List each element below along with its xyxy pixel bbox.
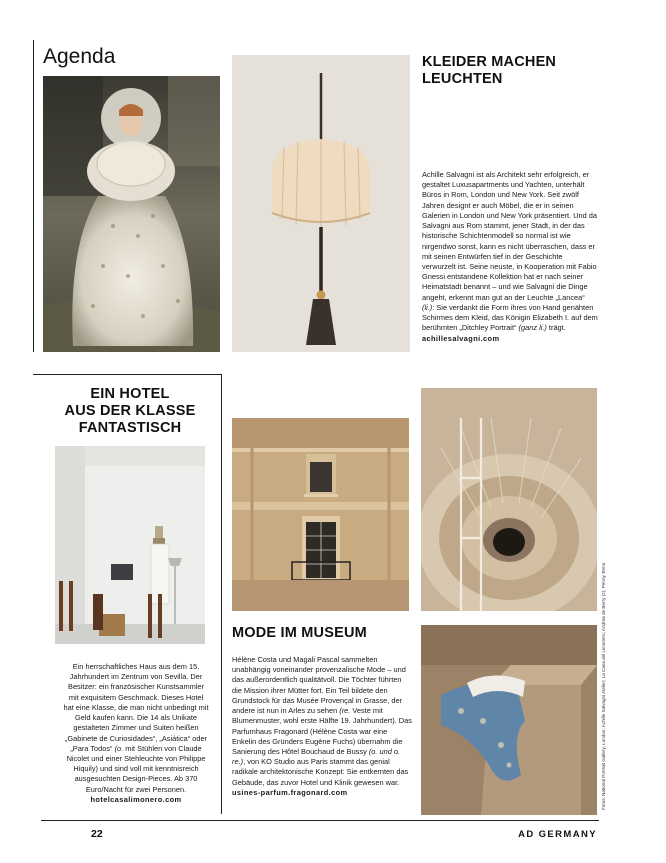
article1-ref: (li.): [422, 302, 433, 312]
article1-heading: [422, 54, 602, 88]
photo-credit-text: Fotos: National Portrait Gallery, London; Achille Salvagni Atelier; La Casa del Limonero; Andrea de Berry (2); Penny Temo: [601, 562, 606, 810]
middle-horizontal-rule: [33, 374, 222, 375]
ditchley-portrait-photo: [43, 76, 220, 352]
footer-rule: [41, 820, 599, 821]
article2-heading-line1: EIN HOTEL: [90, 386, 170, 402]
article2-text: Ein herrschaftliches Haus aus dem 15. Jahrhundert im Zentrum von Sevilla. Der Besitzer: ein französischer Kunstsammler mit exquisitem Geschmack. Dieses Hotel hat eine Klasse, die man nicht unbedingt mit Geld kaufen kann. Die 14 als Unikate gestalteten Zimmer und Suiten heißen „Gabinete de Curiosidades“, „Asiática“ oder „Para Todos“: [63, 662, 209, 753]
article3-text-cont: Veste mit Blumenmuster, wohl erste Hälfte 19. Jahrhundert). Das Parfumhaus Fragonard (Hélène Costa war eine Enkelin des Gründers Eugène Fuchs) übernahm die Sanierung des Hôtel Bouchaud de Bussy: [232, 706, 412, 756]
article3-body: [232, 655, 412, 798]
article3-text: Hélène Costa und Magali Pascal sammelten unabhängig voneinander provenzalische Mode – und das außerordentlich qualitätvoll. Die Töchter führten die Mission ihrer Mütter fort. Ein Teil bildete den Grundstock für das Musée Provençal in Grasse, der andere ist nun in Arles zu sehen: [232, 655, 406, 716]
article2-url-link[interactable]: hotelcasalimonero.com: [90, 794, 182, 804]
article1-body: [422, 170, 598, 344]
staircase-photo: [421, 388, 597, 611]
lancea-lamp-photo: [232, 55, 410, 352]
article2-text-cont: mit Stühlen von Claude Nicolet und einer Stehleuchte von Philippe Hiquily) und sind voll mit kenntnisreich ausgesuchten Design-Pieces. Ab 370 Euro/Nacht für zwei Personen.: [66, 743, 206, 794]
article1-text-end: trägt.: [546, 323, 566, 333]
article1-url-link[interactable]: achillesalvagni.com: [422, 333, 500, 343]
article1-text: Achille Salvagni ist als Architekt sehr erfolgreich, er gestaltet Luxusapartments und Yachten, unterhält Büros in Rom, London und New York. Seit zwölf Jahren designt er auch Möbel, die er in seinen Galerien in London und New York präsentiert. Und da Salvagni aus Rom stammt, jener Stadt, in der das historische Schichtenmodell so normal ist wie nirgendwo sonst, kann es nicht überraschen, dass er mit seinen Entwürfen tief in der Geschichte verwurzelt ist. Seine neuste, in Kooperation mit Fabio Gnessi entstandene Kollektion hat er nach seiner Heimatstadt benannt – und wie Salvagni die Dinge angeht, erkennt man gut an der Leuchte „Lancea“: [422, 170, 598, 302]
article1-text-cont: : Sie verdankt die Form ihres von Hand genähten Schirmes dem Kleid, das Königin Elizabeth I. auf dem berühmten „Ditchley Portrait“: [422, 302, 598, 333]
article3-ref2: (o. und o. re.): [232, 746, 401, 767]
magazine-name: AD GERMANY: [518, 829, 597, 840]
article1-heading-line2: LEUCHTEN: [422, 71, 503, 88]
article3-heading: MODE IM MUSEUM: [232, 625, 367, 641]
page-number: 22: [91, 828, 103, 840]
article2-heading: [43, 386, 217, 437]
article1-heading-line1: KLEIDER MACHEN: [422, 54, 557, 70]
photo-credit: [601, 530, 609, 810]
hotel-room-photo: [55, 446, 205, 644]
section-title: Agenda: [43, 45, 116, 68]
article3-url-link[interactable]: usines-parfum.fragonard.com: [232, 787, 348, 797]
top-left-vertical-rule: [33, 40, 34, 352]
museum-facade-photo: [232, 418, 409, 611]
article2-heading-line3: FANTASTISCH: [78, 420, 182, 437]
flower-veste-photo: [421, 625, 597, 815]
article1-ref2: (ganz li.): [518, 323, 547, 333]
middle-vertical-rule: [221, 374, 222, 814]
article2-heading-line2: AUS DER KLASSE: [64, 403, 196, 420]
article3-text-end: , von KO Studio aus Paris stammt das genial radikale architektonische Konzept: Sie entkernten das Gebäude, das zuvor Hotel und Klinik gewesen war.: [232, 757, 409, 787]
article2-body: [63, 662, 209, 805]
article3-ref: (re.: [339, 706, 351, 716]
article2-ref: (o.: [114, 743, 124, 753]
